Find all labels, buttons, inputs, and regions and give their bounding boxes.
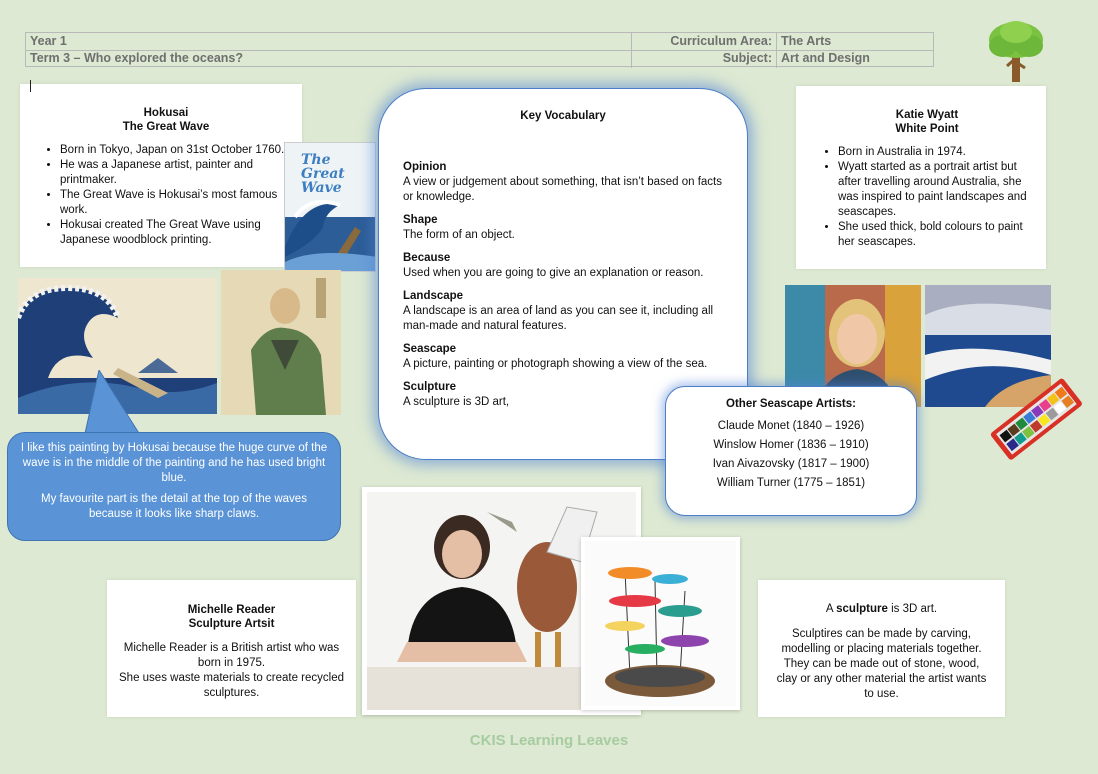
hokusai-subtitle: The Great Wave: [122, 121, 210, 133]
vocabulary-definition: The form of an object.: [403, 229, 515, 241]
other-artists-title: Other Seascape Artists:: [726, 398, 856, 410]
hokusai-fact: • He was a Japanese artist, painter and printmaker.: [60, 158, 292, 188]
header-table: [25, 32, 934, 67]
hokusai-fact: • The Great Wave is Hokusai’s most famous work.: [60, 188, 292, 218]
sculpture-heading-bold: sculpture: [836, 603, 888, 615]
katie-fact: • She used thick, bold colours to paint her seascapes.: [838, 220, 1036, 250]
curriculum-label: Curriculum Area:: [670, 34, 772, 48]
sculpture-body: Sculptires can be made by carving, modelling or placing materials together. They can be made out of stone, wood, clay or any other material the artist wants to use.: [776, 628, 987, 700]
michelle-line2: She uses waste materials to create recycled sculptures.: [119, 672, 344, 699]
michelle-reader-card: [107, 580, 356, 717]
katie-subtitle: White Point: [895, 123, 959, 135]
opinion-text-2: My favourite part is the detail at the top of the waves because it looks like sharp claws.: [41, 493, 307, 520]
curriculum-value: The Arts: [781, 34, 832, 48]
sculpture-heading-prefix: A: [825, 603, 837, 615]
year-label: Year 1: [30, 34, 67, 48]
subject-label: Subject:: [722, 51, 772, 65]
katie-name: Katie Wyatt: [895, 109, 959, 121]
hokusai-fact: • Hokusai created The Great Wave using Japanese woodblock printing.: [60, 218, 292, 248]
vocabulary-term: Seascape: [403, 343, 457, 355]
hokusai-fact: • Born in Tokyo, Japan on 31st October 1760.: [60, 143, 292, 158]
michelle-line1: Michelle Reader is a British artist who was born in 1975.: [123, 642, 340, 669]
vocabulary-item: [403, 342, 723, 372]
vocabulary-item: [403, 160, 723, 205]
katie-facts: [818, 145, 1036, 250]
sculpture-info-card: [758, 580, 1005, 717]
hokusai-portrait: [221, 270, 341, 415]
vocabulary-term: Because: [403, 252, 451, 264]
vocabulary-term: Sculpture: [403, 381, 457, 393]
vocabulary-title: Key Vocabulary: [520, 110, 606, 122]
katie-fact: • Born in Australia in 1974.: [838, 145, 1036, 160]
vocabulary-definition: A view or judgement about something, that isn’t based on facts or knowledge.: [403, 176, 722, 203]
vocabulary-term: Opinion: [403, 161, 447, 173]
header-divider: [631, 33, 632, 68]
opinion-bubble: [7, 432, 341, 541]
vocabulary-definition: Used when you are going to give an explanation or reason.: [403, 267, 704, 279]
hokusai-facts: [40, 143, 292, 248]
tree-icon: [985, 18, 1047, 84]
header-row-1: [26, 33, 933, 51]
vocabulary-term: Landscape: [403, 290, 464, 302]
great-wave-book-image: [284, 142, 376, 272]
artist-item: Winslow Homer (1836 – 1910): [713, 439, 869, 451]
book-title: The Great Wave: [301, 152, 345, 196]
paint-palette-icon: [985, 365, 1085, 473]
vocabulary-term: Shape: [403, 214, 438, 226]
opinion-text-1: I like this painting by Hokusai because the huge curve of the wave is in the middle of the painting and he has used bright blue.: [20, 442, 328, 484]
katie-fact: • Wyatt started as a portrait artist but after travelling around Australia, she was inspired to paint landscapes and seascapes.: [838, 160, 1036, 220]
vocabulary-item: [403, 213, 723, 243]
vocabulary-definition: A sculpture is 3D art,: [403, 396, 510, 408]
hokusai-name: Hokusai: [143, 107, 189, 119]
vocabulary-definition: A landscape is an area of land as you can see it, including all man-made and natural features.: [403, 305, 714, 332]
header-divider: [776, 33, 777, 68]
text-cursor: [30, 80, 31, 92]
term-label: Term 3 – Who explored the oceans?: [30, 51, 244, 65]
michelle-name: Michelle Reader: [187, 604, 276, 616]
other-artists-card: [665, 386, 917, 516]
vocabulary-item: [403, 289, 723, 334]
sculpture-heading: [772, 602, 991, 617]
michelle-subtitle: Sculpture Artsit: [188, 618, 275, 630]
footer-brand: CKIS Learning Leaves: [469, 732, 629, 749]
artist-item: William Turner (1775 – 1851): [716, 477, 866, 489]
hokusai-card: [20, 84, 302, 267]
fish-sculpture-photo: [581, 537, 740, 710]
subject-value: Art and Design: [781, 51, 870, 65]
artist-item: Claude Monet (1840 – 1926): [717, 420, 865, 432]
header-row-2: [26, 50, 933, 67]
artist-item: Ivan Aivazovsky (1817 – 1900): [712, 458, 870, 470]
bubble-tail: [54, 370, 144, 440]
vocabulary-item: [403, 251, 723, 281]
sculpture-heading-suffix: is 3D art.: [887, 603, 938, 615]
vocabulary-definition: A picture, painting or photograph showing a view of the sea.: [403, 358, 708, 370]
katie-wyatt-card: [796, 86, 1046, 269]
